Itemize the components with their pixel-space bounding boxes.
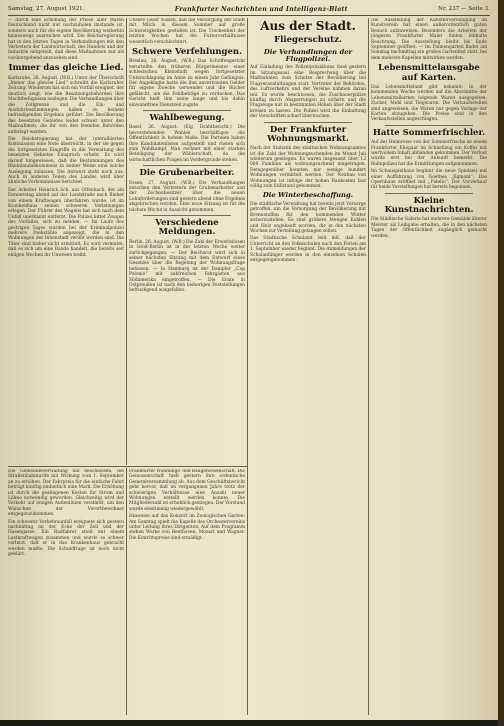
article-heading: Fliegerschutz.	[274, 35, 342, 46]
article-heading: Der Frankfurter Wohnungsmarkt.	[267, 124, 349, 144]
article-heading: Die Grubenarbeiter.	[139, 168, 235, 179]
article-subheading: Die Verhandlungen der Flugpolizei.	[263, 47, 353, 63]
article-text: Die Ausstellung der Künstlervereinigung im Kunstverein hat einen außerordentlich guten Besuch aufzuweisen. Besonders die Arbeiten der jüngeren Frankfurter Maler finden lebhafte Beachtung. Die Ausstellung bleibt bis Ende September geöffnet. — Im Palmengarten findet am Sonntag nachmittag ein großes Gartenfest statt, bei dem mehrere Kapellen mitwirken werden.	[371, 18, 487, 61]
section-rule	[8, 466, 247, 467]
article-heading: Hatte Sommerfrischler.	[372, 127, 486, 138]
article-heading: Wahlbewegung.	[149, 113, 225, 124]
article-heading: Immer das gleiche Lied.	[8, 63, 124, 74]
article-text: Hinweise auf das Konzert im Zoologischen Garten: Am Sonntag spielt die Kapelle des Orchestervereins unter Leitung ihres Dirigenten. Auf dem Programm stehen Werke von Beethoven, Mozart und Wagner. Die Eintrittspreise sind ermäßigt.	[129, 514, 245, 541]
article-subheading: Die Winterbeschaffung.	[262, 191, 354, 200]
article-text: Die Gemeindeverwaltung hat beschlossen, die Straßenbahntarife mit Wirkung vom 1. September an zu erhöhen. Der Fahrpreis für die einfache Fahrt beträgt künftig einheitlich eine Mark. Die Erhöhung ist durch die gestiegenen Kosten für Strom und Löhne notwendig geworden. Gleichzeitig wird der Verkehr auf einigen Außenlinien verstärkt, um den Wünschen der Vorortbewohner entgegenzukommen.	[8, 469, 124, 518]
article-text: Die Reichsregierung hat der interalliierten Kommission eine Note überreicht, in der sie gegen die fortgesetzten Eingriffe in die Verwaltung des besetzten Gebietes Einspruch erhebt. Es wird darauf hingewiesen, daß die Bestimmungen des Rheinlandabkommens in keiner Weise eine solche Auslegung zulassen. Die Antwort steht noch aus. Auch in anderen Teilen des Landes wird über ähnliche Vorkommnisse berichtet.	[8, 137, 124, 186]
article-divider	[264, 122, 352, 123]
article-heading: Kleine Kunstnachrichten.	[384, 195, 474, 216]
article-text: Die städtische Verwaltung hat bereits jetzt Vorsorge getroffen, um die Versorgung der Bevölkerung mit Brennstoffen für den kommenden Winter sicherzustellen. Es sind größere Mengen Kohlen und Holz angekauft worden, die in den nächsten Wochen zur Verteilung gelangen sollen.	[250, 201, 366, 234]
column-1	[8, 18, 124, 465]
column-rule	[126, 18, 127, 465]
column-rule	[247, 18, 248, 715]
column-2	[129, 18, 245, 465]
article-divider	[143, 110, 231, 111]
article-heading: Verschiedene Meldungen.	[155, 218, 219, 238]
page-header	[8, 3, 490, 16]
article-text: Basel, 26. August. (Eig. Drahtbericht.) Die bevorstehenden Wahlen beschäftigen die Öffentlichkeit in hohem Maße. Die Parteien haben ihre Kandidatenlisten aufgestellt und rüsten sich zum Wahlkampf. Man rechnet mit einer starken Beteiligung der Wählerschaft, da die wirtschaftlichen Fragen im Vordergrunde stehen.	[129, 125, 245, 163]
header-title: Frankfurter Nachrichten und Intelligenz-Blatt	[174, 5, 348, 13]
article-divider	[143, 165, 231, 166]
column-4	[371, 18, 487, 715]
article-text: Auf der Heimreise von der Sommerfrische ist einem Frankfurter Ehepaar im Schnellzug ein Koffer mit wertvollem Inhalt abhanden gekommen. Der Verlust wurde erst bei der Ankunft bemerkt. Die Bahnpolizei hat die Ermittlungen aufgenommen.	[371, 140, 487, 167]
article-divider	[143, 215, 231, 216]
article-text: Berlin, 26. August. (W.B.) Die Zahl der Erwerbslosen in Groß-Berlin ist in der letzten Woche weiter zurückgegangen. — Der Reichsrat wird sich in seiner nächsten Sitzung mit dem Entwurf eines Gesetzes über die Regelung der Wohnungsfrage befassen. — In Hamburg ist der Dampfer „Cap Polonio“ mit zahlreichen Fahrgästen aus Südamerika eingetroffen. — Die Ernte in Ostpreußen ist nach den bisherigen Feststellungen befriedigend ausgefallen.	[129, 239, 245, 294]
article-heading: Lebensmittelausgabe auf Karten.	[378, 63, 480, 83]
article-text: Im Schauspielhaus beginnt die neue Spielzeit mit einer Aufführung von Goethes „Egmont“. Das Opernhaus eröffnet mit „Fidelio“. Der Vorverkauf für beide Vorstellungen hat bereits begonnen.	[371, 169, 487, 191]
article-text: Ein schwerer Verkehrsunfall ereignete sich gestern nachmittag an der Ecke der Zeil und der Hasengasse. Ein Radfahrer stieß mit einem Lastkraftwagen zusammen und wurde so schwer verletzt, daß er in das Krankenhaus gebracht werden mußte. Die Schuldfrage ist noch nicht geklärt.	[8, 519, 124, 558]
article-text: Breslau, 26. August. (W.B.) Das Schöffengericht verurteilte den früheren Bürgermeister einer schlesischen Kleinstadt wegen fortgesetzter Unterschlagung im Amte zu einem Jahr Gefängnis. Der Angeklagte hatte die ihm anvertrauten Gelder für eigene Zwecke verwendet und die Bücher gefälscht, um die Fehlbeträge zu verdecken. Das Gericht hielt ihm seine lange und bis dahin einwandfreie Dienstzeit zugute.	[129, 59, 245, 108]
column-3	[250, 18, 366, 715]
header-date: Samstag, 27. August 1921.	[8, 6, 85, 12]
article-text: Essen, 27. August. (W.B.) Die Verhandlungen zwischen den Vertretern der Grubenarbeiter und der Zechenbesitzer über die neuen Lohnforderungen sind gestern abend ohne Ergebnis abgebrochen worden. Eine neue Sitzung ist für die nächste Woche in Aussicht genommen.	[129, 180, 245, 213]
article-text: Das Städtische Schulamt teilt mit, daß der Unterricht an den Volksschulen nach den Ferien am 1. September wieder beginnt. Die Anmeldungen der Schulanfänger werden in den einzelnen Schulen entgegengenommen.	[250, 236, 366, 263]
header-page-number: Nr. 237 — Seite 3.	[438, 6, 490, 12]
article-text: Frankfurter Wohnungs- und Baugenossenschaft. Die Genossenschaft hielt gestern ihre ordentliche Generalversammlung ab. Aus dem Geschäftsbericht geht hervor, daß im vergangenen Jahre trotz der schwierigen Verhältnisse eine Anzahl neuer Wohnungen erstellt werden konnte. Die Mitgliederzahl ist erheblich gestiegen. Der Vorstand wurde einstimmig wiedergewählt.	[129, 469, 245, 512]
page-edge-shadow	[498, 0, 504, 726]
article-text: Der Arbeiter Heinrich Sch. aus Offenbach, der am Donnerstag abend auf der Landstraße nach Bieber von einem Kraftwagen überfahren wurde, ist im Krankenhaus seinen schweren Verletzungen erlegen. Der Führer des Wagens hat sich nach dem Unfall unerkannt entfernt. Die Polizei bittet Zeugen des Vorfalles, sich zu melden. — Im Laufe des gestrigen Tages wurden bei der Kriminalpolizei mehrere Diebstähle angezeigt, die in den Wohnungen der Innenstadt verübt worden sind. Die Täter sind bisher nicht ermittelt. Es wird vermutet, daß es sich um eine Bande handelt, die bereits seit einigen Wochen ihr Unwesen treibt.	[8, 187, 124, 258]
article-text: Auf Einladung des Polizeipräsidiums fand gestern im Sitzungssaal eine Besprechung über die Maßnahmen zum Schutze der Bevölkerung bei Flugveranstaltungen statt. Vertreter der Behörden, des Luftverkehrs und der Vereine nahmen daran teil. Es wurde beschlossen, die Zuschauerplätze künftig durch Absperrungen zu sichern und die Flugzeuge nur in bestimmten Höhen über der Stadt kreisen zu lassen. Die Polizei wird die Einhaltung der Vorschriften scharf überwachen.	[250, 65, 366, 120]
article-text: — durch eine Erhöhung der Preise aller Waren Deutschland nicht nur nachzuholen imstande ist, sondern auch für die eigene Bevölkerung weiterhin keineswegs ausreichen wird. Die Reichsregierung hat in den letzten Tagen in Verhandlungen mit den Vertretern der Landwirtschaft, des Handels und der Industrie mitgeteilt, daß diese Maßnahmen nur als vorübergehend anzusehen sind.	[8, 18, 124, 61]
bottom-column-2	[129, 469, 245, 715]
bottom-column-1	[8, 469, 124, 715]
article-text: Nach der Statistik des städtischen Wohnungsamtes ist die Zahl der Wohnungsuchenden im Monat Juli wiederum gestiegen. Es waren insgesamt über 12 000 Familien als wohnungsuchend eingetragen. Demgegenüber konnten nur wenige hundert Wohnungen vermittelt werden. Der Neubau von Wohnungen ist infolge der hohen Baukosten fast völlig zum Stillstand gekommen.	[250, 146, 366, 190]
article-divider	[385, 193, 473, 194]
article-text: Unsere Leser wissen, daß die Versorgung der Stadt mit Milch in diesem Sommer auf große Schwierigkeiten gestoßen ist. Die Trockenheit der letzten Wochen hat die Futterverhältnisse wesentlich verschlechtert.	[129, 18, 245, 45]
article-text: Das Lebensmittelamt gibt bekannt: In der kommenden Woche werden auf die Abschnitte der Lebensmittelkarten folgende Waren ausgegeben: Zucker, Mehl und Teigwaren. Die Verkaufsstellen sind angewiesen, die Waren nur gegen Vorlage der Karten abzugeben. Die Preise sind in den Verkaufsstellen angeschlagen.	[371, 84, 487, 123]
article-text: Karlsruhe, 26. August. (W.B.) Unter der Überschrift „Immer das gleiche Lied“ schreibt die Karlsruher Zeitung: Wiederum hat sich ein Vorfall ereignet, der deutlich zeigt, wie die Besatzungsbehörden ihre Machtbefugnisse auslegen. Die Verhandlungen über die Zollgrenze und die Ein- und Ausfuhrbestimmungen haben zu keinem befriedigenden Ergebnis geführt. Die Bevölkerung des besetzten Gebietes leidet schwer unter den Maßnahmen, die ihr von den fremden Behörden auferlegt werden.	[8, 75, 124, 135]
article-heading: Schwere Verfehlungen.	[131, 47, 243, 58]
section-heading: Aus der Stadt.	[260, 19, 356, 33]
article-divider	[385, 125, 473, 126]
column-rule	[126, 468, 127, 715]
article-text: Die Städtische Galerie hat mehrere Gemälde älterer Meister als Leihgabe erhalten, die in den nächsten Tagen der Öffentlichkeit zugänglich gemacht werden.	[371, 217, 487, 239]
column-rule	[368, 18, 369, 715]
